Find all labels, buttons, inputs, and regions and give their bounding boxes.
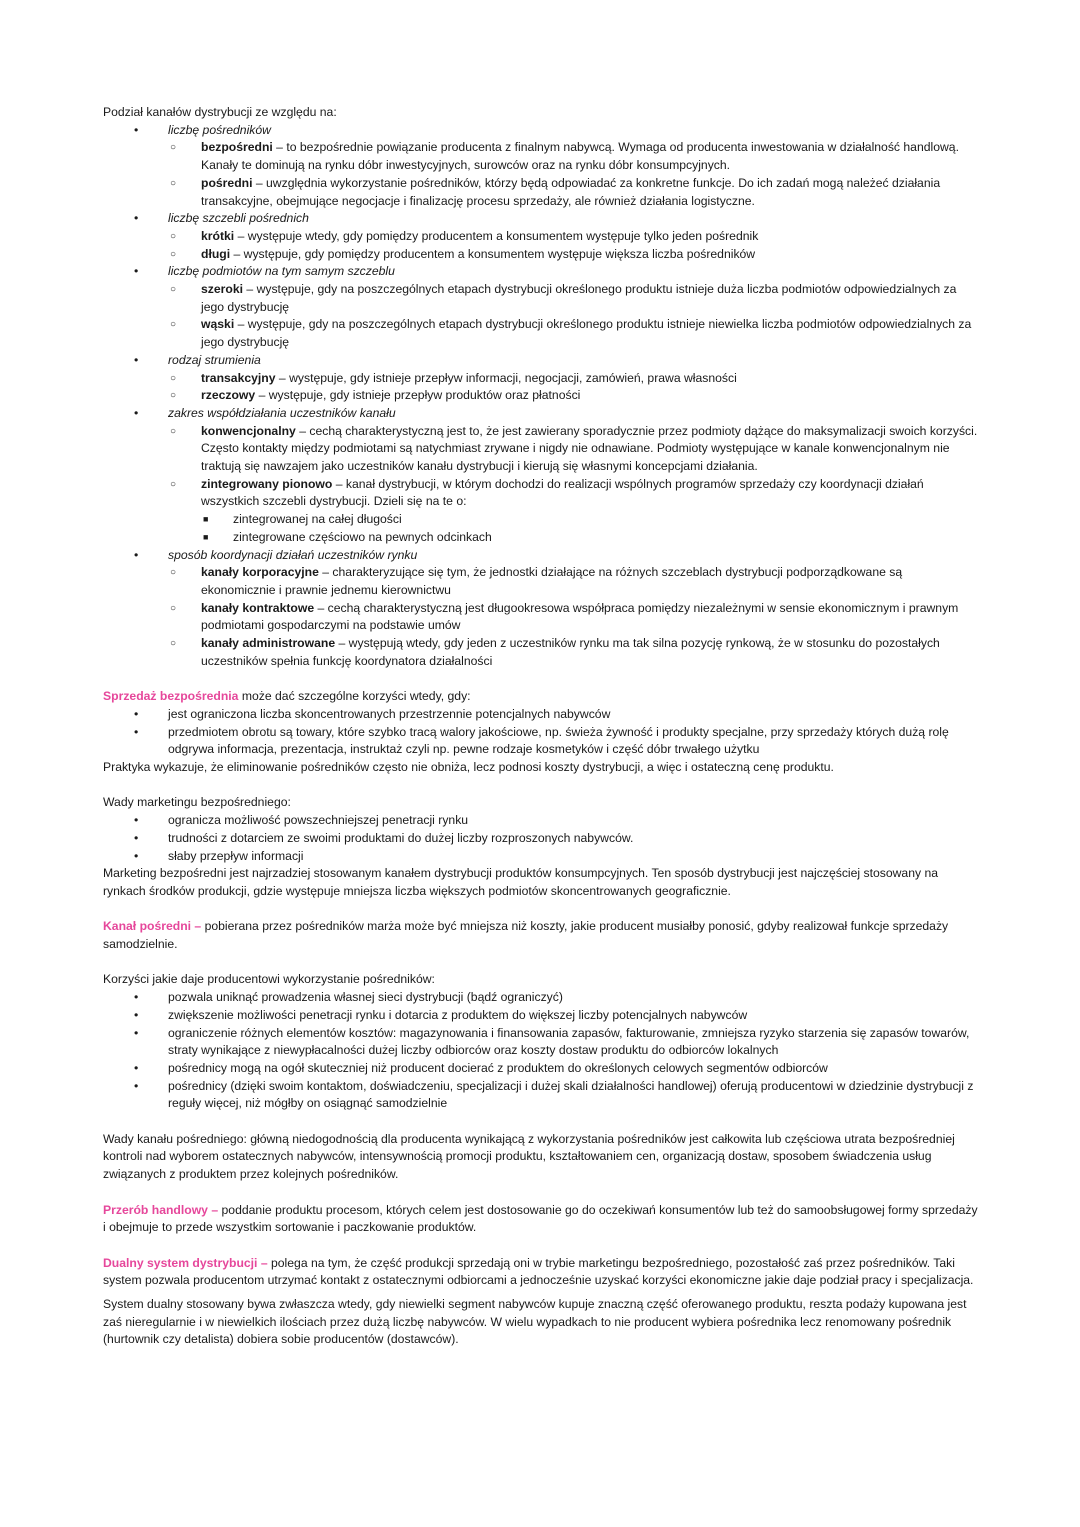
list-item: ○ kanały korporacyjne – charakteryzujące się tym, że jednostki działające na różnych szczeblach dystrybucji podporządkowane są ekonomicznie i prawnie jednemu kierownictwu xyxy=(170,565,903,597)
list-item: • trudności z dotarciem ze swoimi produktami do dużej liczby rozproszonych nabywców. xyxy=(134,830,634,845)
list-item: ○ pośredni – uwzględnia wykorzystanie pośredników, którzy będą odpowiadać za konkretne funkcje. Do ich zadań mogą należeć działania transakcyjne, obejmujące negocjacje i finalizację procesu sprzedaży, ale również działania logistyczne. xyxy=(170,175,941,208)
list-item: • pośrednicy (dzięki swoim kontaktom, doświadczeniu, specjalizacji i dużej skali działalności handlowej) oferują producentowi w dziedzinie dystrybucji z reguły więcej, niż mógłby on osiągnąć samodzielnie xyxy=(134,1078,974,1111)
list-item: • liczbę szczebli pośrednich xyxy=(134,211,309,226)
list-item: ○ transakcyjny – występuje, gdy istnieje przepływ informacji, negocjacji, zamówień, prawa własności xyxy=(170,370,737,385)
list-item: ○ kanały administrowane – występują wtedy, gdy jeden z uczestników rynku ma tak silna pozycję rynkową, że w stosunku do pozostałych uczestników spełnia funkcję koordynatora działalności xyxy=(170,636,940,668)
list-item: ■ zintegrowanej na całej długości xyxy=(203,512,402,527)
section5-intro: Korzyści jakie daje producentowi wykorzystanie pośredników: xyxy=(103,972,435,987)
highlight-term: Dualny system dystrybucji – xyxy=(103,1255,268,1270)
list-item: • jest ograniczona liczba skoncentrowanych przestrzennie potencjalnych nabywców xyxy=(134,706,611,721)
direct-sales-list xyxy=(103,706,978,759)
section8-paragraph: Dualny system dystrybucji – polega na tym, że część produkcji sprzedają oni w trybie marketingu bezpośredniego, pozostałość zaś przez pośredników. Taki system pozwala producentom utrzymać kontakt z ostatecznymi odbiorcami a jednocześnie uzyskać korzyści ekonomiczne jakie daje podział pracy i specjalizacja. xyxy=(103,1255,974,1288)
list-item: • liczbę pośredników xyxy=(134,122,271,137)
section1-intro: Podział kanałów dystrybucji ze względu na: xyxy=(103,105,337,119)
section2-intro: Sprzedaż bezpośrednia może dać szczególne korzyści wtedy, gdy: xyxy=(103,689,471,704)
list-item: ○ długi – występuje, gdy pomiędzy producentem a konsumentem występuje większa liczba pośredników xyxy=(170,246,756,261)
list-item: ○ szeroki – występuje, gdy na poszczególnych etapach dystrybucji określonego produktu istnieje duża liczba podmiotów odpowiedzialnych za jego dystrybucję xyxy=(170,282,957,314)
intermediary-benefits-list xyxy=(103,989,978,1113)
section3-outro: Marketing bezpośredni jest najrzadziej stosowanym kanałem dystrybucji produktów konsumpcyjnych. Ten sposób dystrybucji jest najczęściej stosowany na rynkach środków produkcji, gdzie występuje mniejsza liczba większych podmiotów skoncentrowanych geograficznie. xyxy=(103,866,939,898)
list-item: • słaby przepływ informacji xyxy=(134,848,304,863)
list-item: • przedmiotem obrotu są towary, które szybko tracą walory jakościowe, np. świeża żywność i produkty specjalne, przy sprzedaży których dużą rolę odgrywa informacja, prezentacja, instruktaż czyli np. pewne rodzaje kosmetyków i część dóbr trwałego użytku xyxy=(134,724,949,757)
list-item: • pośrednicy mogą na ogół skuteczniej niż producent docierać z produktem do określonych celowych segmentów odbiorców xyxy=(134,1060,828,1075)
direct-marketing-drawbacks-list xyxy=(103,812,978,865)
section3-intro: Wady marketingu bezpośredniego: xyxy=(103,795,291,810)
highlight-term: Sprzedaż bezpośrednia xyxy=(103,689,239,704)
section6-paragraph: Wady kanału pośredniego: główną niedogodnością dla producenta wynikającą z wykorzystania pośredników jest całkowita lub częściowa utrata bezpośredniej kontroli nad wyborem ostatecznych nabywców, intensywnością promocji produktu, kształtowaniem cen, organizacją dostaw, sposobem świadczenia usług związanych z produktem przez kolejnych pośredników. xyxy=(103,1131,955,1182)
list-item: • zakres współdziałania uczestników kanału xyxy=(134,405,396,420)
section4-paragraph: Kanał pośredni – pobierana przez pośredników marża może być mniejsza niż koszty, jakie producent musiałby ponosić, gdyby realizował funkcje sprzedaży samodzielnie. xyxy=(103,919,949,951)
highlight-term: Kanał pośredni – xyxy=(103,919,202,934)
list-item: ○ konwencjonalny – cechą charakterystyczną jest to, że jest zawierany sporadycznie przez podmioty dążące do maksymalizacji swoich korzyści. Często kontakty między podmiotami są natychmiast zrywane i nigdy nie odnawiane. Podmioty występujące w kanale konwencjonalnym nie traktują się nawzajem jako uczestników kanału dystrybucji i kierują się własnymi koncepcjami działania. xyxy=(170,423,978,474)
list-item: • zwiększenie możliwości penetracji rynku i dotarcia z produktem do większej liczby potencjalnych nabywców xyxy=(134,1007,748,1022)
list-item: ○ bezpośredni – to bezpośrednie powiązanie producenta z finalnym nabywcą. Wymaga od producenta inwestowania w działalność handlową. Kanały te dominują na rynku dóbr inwestycyjnych, surowców oraz na rynku dóbr konsumpcyjnych. xyxy=(170,140,959,173)
section2-outro: Praktyka wykazuje, że eliminowanie pośredników często nie obniża, lecz podnosi koszty dystrybucji, a więc i ostateczną cenę produktu. xyxy=(103,760,834,774)
list-item: ○ zintegrowany pionowo – kanał dystrybucji, w którym dochodzi do realizacji wspólnych programów sprzedaży czy koordynacji działań wszystkich szczebli dystrybucji. Dzieli się na te o: xyxy=(170,476,924,509)
list-item: ○ kanały kontraktowe – cechą charakterystyczną jest długookresowa współpraca pomiędzy niezależnymi w sensie ekonomicznym i prawnym podmiotami gospodarczymi na podstawie umów xyxy=(170,600,959,633)
list-item: ■ zintegrowane częściowo na pewnych odcinkach xyxy=(203,529,492,544)
list-item: ○ krótki – występuje wtedy, gdy pomiędzy producentem a konsumentem występuje tylko jeden pośrednik xyxy=(170,228,759,243)
list-item: ○ wąski – występuje, gdy na poszczególnych etapach dystrybucji określonego produktu istnieje niewielka liczba podmiotów odpowiedzialnych za jego dystrybucję xyxy=(170,317,972,350)
list-item: • liczbę podmiotów na tym samym szczeblu xyxy=(134,264,395,279)
list-item: • sposób koordynacji działań uczestników rynku xyxy=(134,547,418,562)
section8-paragraph-2: System dualny stosowany bywa zwłaszcza wtedy, gdy niewielki segment nabywców kupuje znaczną część oferowanego produktu, reszta podaży kupowana jest zaś nieregularnie i w niewielkich ilościach przez dużą liczbę nabywców. W wielu wypadkach to nie producent wybiera pośrednika lecz renomowany pośrednik (hurtownik czy detalista) dobiera sobie producentów (dostawców). xyxy=(103,1297,967,1347)
list-item: • ogranicza możliwość powszechniejszej penetracji rynku xyxy=(134,813,469,828)
highlight-term: Przerób handlowy – xyxy=(103,1202,219,1217)
section7-paragraph: Przerób handlowy – poddanie produktu procesom, których celem jest dostosowanie go do oczekiwań konsumentów lub też do samoobsługowej formy sprzedaży i obejmuje to przede wszystkim sortowanie i paczkowanie produktów. xyxy=(103,1202,978,1235)
list-item: • ograniczenie różnych elementów kosztów: magazynowania i finansowania zapasów, fakturowanie, zmniejsza ryzyko starzenia się zapasów towarów, straty wynikające z niewypłacalności dużej liczby odbiorców oraz koszty dostaw produktu do odbiorców lokalnych xyxy=(134,1025,970,1058)
list-item: ○ rzeczowy – występuje, gdy istnieje przepływ produktów oraz płatności xyxy=(170,388,581,403)
list-item: • pozwala uniknąć prowadzenia własnej sieci dystrybucji (bądź ograniczyć) xyxy=(134,990,563,1005)
channel-categories-list xyxy=(103,122,978,671)
document-page xyxy=(103,104,978,1349)
list-item: • rodzaj strumienia xyxy=(134,352,261,367)
